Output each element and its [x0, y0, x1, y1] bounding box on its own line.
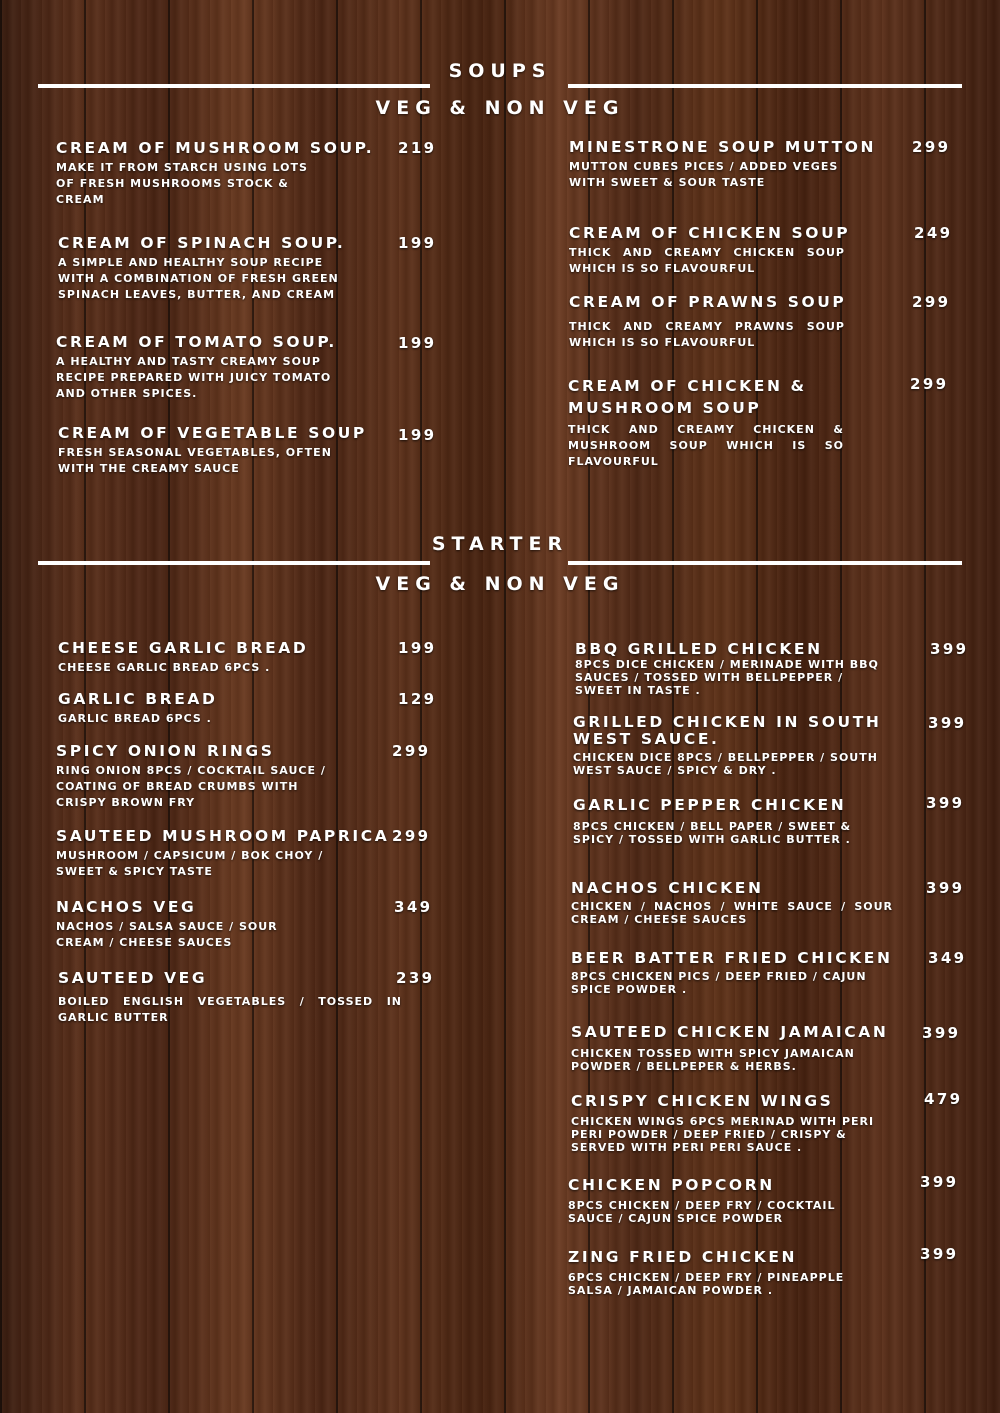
soups-right-rule [568, 84, 962, 88]
item-price: 199 [398, 334, 437, 352]
item-description: A SIMPLE AND HEALTHY SOUP RECIPE WITH A COMBINATION OF FRESH GREEN SPINACH LEAVES, BUTTER, AND CREAM [58, 256, 339, 301]
soups-left-rule [38, 84, 430, 88]
item-description: THICK AND CREAMY CHICKEN SOUP WHICH IS SO FLAVOURFUL [569, 246, 845, 275]
item-price: 399 [928, 714, 967, 732]
starter-subtitle: VEG & NON VEG [375, 573, 625, 595]
menu-item [571, 1023, 901, 1073]
item-price: 399 [920, 1173, 959, 1191]
menu-item [56, 333, 386, 402]
item-name: NACHOS VEG [56, 898, 197, 916]
menu-item [568, 375, 868, 470]
menu-item [56, 898, 396, 951]
item-description: 6PCS CHICKEN / DEEP FRY / PINEAPPLE SALSA / JAMAICAN POWDER . [568, 1271, 845, 1297]
item-description: 8PCS CHICKEN / DEEP FRY / COCKTAIL SAUCE / CAJUN SPICE POWDER [568, 1199, 836, 1225]
item-price: 299 [912, 138, 951, 156]
item-name: GARLIC BREAD [58, 690, 218, 708]
item-price: 349 [928, 949, 967, 967]
menu-item [58, 969, 408, 1026]
item-description: CHEESE GARLIC BREAD 6PCS . [58, 661, 271, 674]
menu-item [58, 690, 398, 727]
item-name: SAUTEED MUSHROOM PAPRICA [56, 827, 390, 845]
item-description: BOILED ENGLISH VEGETABLES / TOSSED IN GARLIC BUTTER [58, 995, 402, 1024]
soups-subtitle: VEG & NON VEG [375, 97, 625, 119]
menu-item [568, 1176, 898, 1225]
item-price: 349 [394, 898, 433, 916]
item-price: 249 [914, 224, 953, 242]
item-description: MAKE IT FROM STARCH USING LOTS OF FRESH MUSHROOMS STOCK & CREAM [56, 161, 308, 206]
menu-item [571, 1092, 901, 1154]
item-description: 8PCS CHICKEN / BELL PAPER / SWEET & SPICY / TOSSED WITH GARLIC BUTTER . [573, 820, 852, 846]
menu-item [575, 640, 905, 697]
item-description: RING ONION 8PCS / COCKTAIL SAUCE / COATING OF BREAD CRUMBS WITH CRISPY BROWN FRY [56, 764, 326, 809]
item-price: 299 [910, 375, 949, 393]
menu-item [573, 714, 903, 777]
item-name: CREAM OF PRAWNS SOUP [569, 293, 847, 311]
item-price: 199 [398, 234, 437, 252]
item-name: CREAM OF VEGETABLE SOUP [58, 424, 367, 442]
menu-item [58, 639, 398, 676]
menu-item [58, 234, 388, 303]
item-name: CHEESE GARLIC BREAD [58, 639, 309, 657]
starter-left-rule [38, 561, 430, 565]
menu-item [573, 796, 903, 846]
item-price: 219 [398, 139, 437, 157]
item-price: 399 [930, 640, 969, 658]
item-description: 8PCS DICE CHICKEN / MERINADE WITH BBQ SAUCES / TOSSED WITH BELLPEPPER / SWEET IN TASTE . [575, 658, 879, 697]
item-price: 299 [392, 742, 431, 760]
item-description: MUSHROOM / CAPSICUM / BOK CHOY / SWEET & SPICY TASTE [56, 849, 324, 878]
item-name: SAUTEED CHICKEN JAMAICAN [571, 1023, 889, 1041]
item-name: CRISPY CHICKEN WINGS [571, 1092, 834, 1110]
item-description: A HEALTHY AND TASTY CREAMY SOUP RECIPE PREPARED WITH JUICY TOMATO AND OTHER SPICES. [56, 355, 332, 400]
item-name: CHICKEN POPCORN [568, 1176, 775, 1194]
soups-title: SOUPS [448, 60, 552, 82]
menu-item [569, 224, 889, 277]
item-price: 399 [926, 794, 965, 812]
item-description: THICK AND CREAMY CHICKEN & MUSHROOM SOUP WHICH IS SO FLAVOURFUL [568, 423, 844, 468]
item-description: MUTTON CUBES PICES / ADDED VEGES WITH SWEET & SOUR TASTE [569, 160, 839, 189]
item-name: SAUTEED VEG [58, 969, 208, 987]
menu-item [568, 1248, 898, 1297]
item-description: CHICKEN TOSSED WITH SPICY JAMAICAN POWDER / BELLPEPER & HERBS. [571, 1047, 855, 1073]
item-price: 299 [912, 293, 951, 311]
item-name: BBQ GRILLED CHICKEN [575, 640, 823, 658]
item-name: GARLIC PEPPER CHICKEN [573, 796, 847, 814]
item-description: 8PCS CHICKEN PICS / DEEP FRIED / CAJUN SPICE POWDER . [571, 970, 867, 996]
starter-title: STARTER [431, 533, 569, 555]
menu-item [56, 827, 396, 880]
menu-item [58, 424, 388, 477]
item-price: 399 [926, 879, 965, 897]
item-name: NACHOS CHICKEN [571, 879, 764, 897]
item-description: NACHOS / SALSA SAUCE / SOUR CREAM / CHEESE SAUCES [56, 920, 278, 949]
menu-item [56, 742, 396, 811]
item-description: GARLIC BREAD 6PCS . [58, 712, 212, 725]
item-price: 239 [396, 969, 435, 987]
item-price: 399 [920, 1245, 959, 1263]
item-name: GRILLED CHICKEN IN SOUTH WEST SAUCE. [573, 713, 882, 748]
item-price: 199 [398, 639, 437, 657]
item-price: 199 [398, 426, 437, 444]
item-description: CHICKEN WINGS 6PCS MERINAD WITH PERI PERI POWDER / DEEP FRIED / CRISPY & SERVED WITH PERI PERI SAUCE . [571, 1115, 875, 1154]
item-description: FRESH SEASONAL VEGETABLES, OFTEN WITH THE CREAMY SAUCE [58, 446, 332, 475]
item-name: CREAM OF CHICKEN & MUSHROOM SOUP [568, 377, 807, 417]
menu-item [571, 879, 901, 926]
menu-item [571, 949, 901, 996]
item-description: CHICKEN DICE 8PCS / BELLPEPPER / SOUTH WEST SAUCE / SPICY & DRY . [573, 751, 878, 777]
item-name: BEER BATTER FRIED CHICKEN [571, 949, 893, 967]
item-price: 299 [392, 827, 431, 845]
item-name: CREAM OF MUSHROOM SOUP. [56, 139, 375, 157]
item-name: CREAM OF SPINACH SOUP. [58, 234, 346, 252]
item-description: CHICKEN / NACHOS / WHITE SAUCE / SOUR CREAM / CHEESE SAUCES [571, 900, 893, 926]
menu-item [569, 138, 889, 191]
item-name: CREAM OF CHICKEN SOUP [569, 224, 851, 242]
menu-item [569, 293, 889, 351]
item-name: CREAM OF TOMATO SOUP. [56, 333, 337, 351]
item-price: 479 [924, 1090, 963, 1108]
item-name: SPICY ONION RINGS [56, 742, 275, 760]
menu-item [56, 139, 386, 208]
item-description: THICK AND CREAMY PRAWNS SOUP WHICH IS SO FLAVOURFUL [569, 320, 845, 349]
item-price: 129 [398, 690, 437, 708]
item-price: 399 [922, 1024, 961, 1042]
starter-right-rule [568, 561, 962, 565]
item-name: ZING FRIED CHICKEN [568, 1248, 798, 1266]
item-name: MINESTRONE SOUP MUTTON [569, 138, 877, 156]
